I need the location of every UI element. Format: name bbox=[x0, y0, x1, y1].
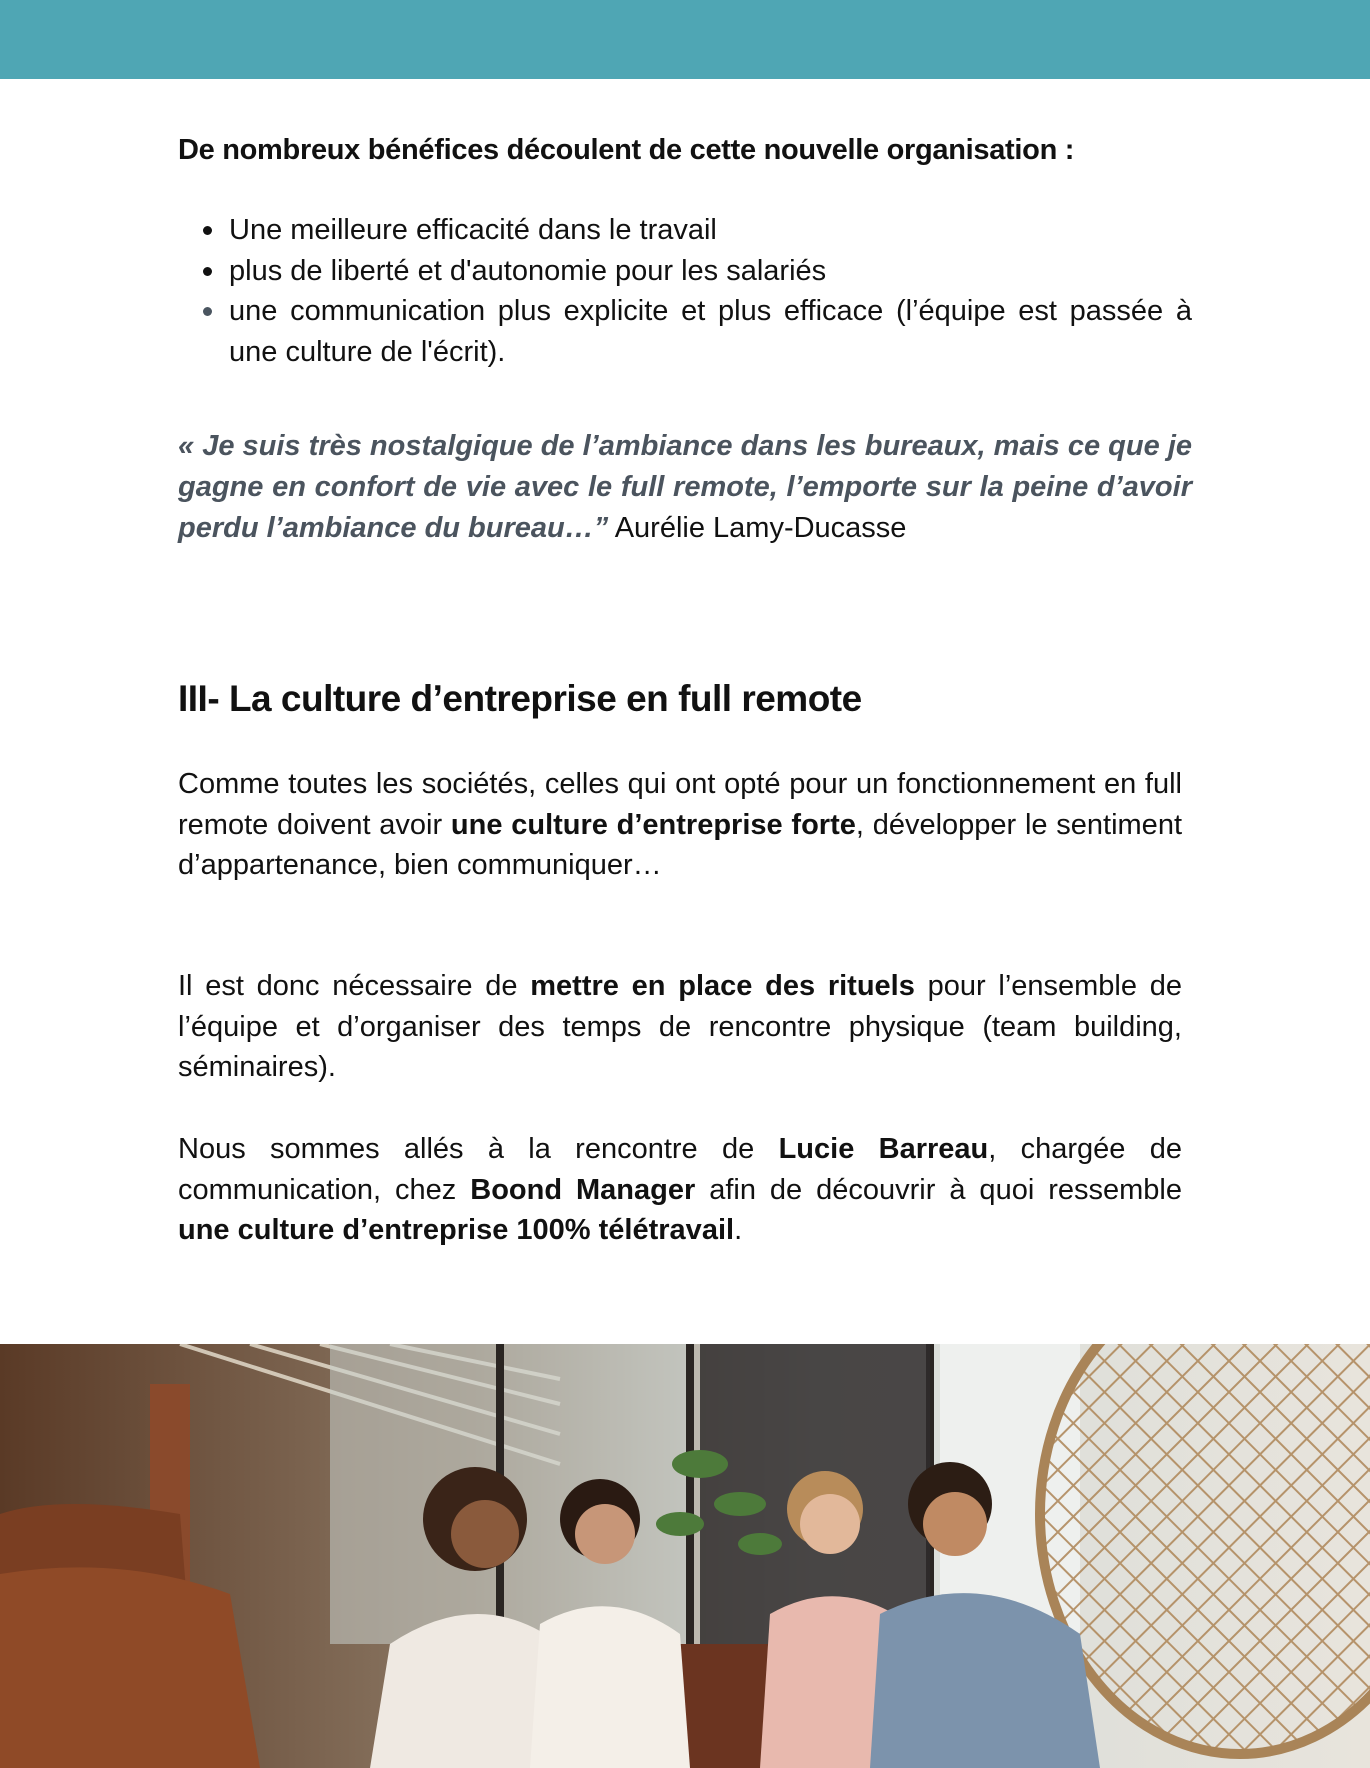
paragraph-text: Il est donc nécessaire de bbox=[178, 970, 531, 1002]
paragraph-text: . bbox=[734, 1214, 743, 1246]
paragraph-text: afin de découvrir à quoi ressemble bbox=[695, 1173, 1182, 1206]
list-item bbox=[229, 210, 1192, 251]
testimonial-quote bbox=[178, 426, 1192, 549]
list-item bbox=[229, 251, 1192, 292]
bullet-icon bbox=[203, 307, 212, 316]
header-band bbox=[0, 0, 1370, 79]
quote-author: Aurélie Lamy-Ducasse bbox=[608, 512, 907, 544]
paragraph-text: Comme toutes les sociétés, celles qui ont opté pour un fonctionnement en full remote doivent avoir bbox=[178, 768, 1182, 841]
list-item-text: Une meilleure efficacité dans le travail bbox=[229, 214, 717, 246]
emphasis-text: mettre en place des rituels bbox=[530, 970, 915, 1002]
list-item-text: une communication plus explicite et plus efficace (l’équipe est passée à une culture de l'écrit). bbox=[229, 295, 1192, 368]
paragraph-interview bbox=[178, 1129, 1182, 1251]
company-name: Boond Manager bbox=[470, 1173, 696, 1206]
bullet-icon bbox=[203, 226, 212, 235]
list-item bbox=[229, 291, 1192, 372]
benefits-intro: De nombreux bénéfices découlent de cette nouvelle organisation : bbox=[178, 134, 1075, 166]
section-title: III- La culture d’entreprise en full remote bbox=[178, 678, 862, 719]
paragraph-text: Nous sommes allés à la rencontre de bbox=[178, 1133, 779, 1165]
paragraph-text: , développer le sentiment d’appartenance, bien communiquer… bbox=[178, 808, 1183, 881]
team-photo bbox=[0, 1344, 1370, 1768]
bullet-icon bbox=[203, 267, 212, 276]
emphasis-text: une culture d’entreprise forte bbox=[450, 808, 856, 841]
paragraph-text: pour l’ensemble de l’équipe et d’organiser des temps de rencontre physique (team building, séminaires). bbox=[178, 970, 1182, 1083]
paragraph-text: , chargée de communication, chez bbox=[178, 1133, 1182, 1206]
list-item-text: plus de liberté et d'autonomie pour les salariés bbox=[229, 254, 827, 287]
person-name: Lucie Barreau bbox=[778, 1133, 989, 1165]
quote-text: « Je suis très nostalgique de l’ambiance dans les bureaux, mais ce que je gagne en confort de vie avec le full remote, l’emporte sur la peine d’avoir perdu l’ambiance du bureau…” bbox=[178, 430, 1192, 544]
benefits-list bbox=[178, 210, 1192, 372]
paragraph-rituals bbox=[178, 966, 1182, 1088]
office-team-illustration bbox=[0, 1344, 1370, 1768]
emphasis-text: une culture d’entreprise 100% télétravail bbox=[178, 1214, 735, 1246]
paragraph-culture bbox=[178, 764, 1182, 886]
